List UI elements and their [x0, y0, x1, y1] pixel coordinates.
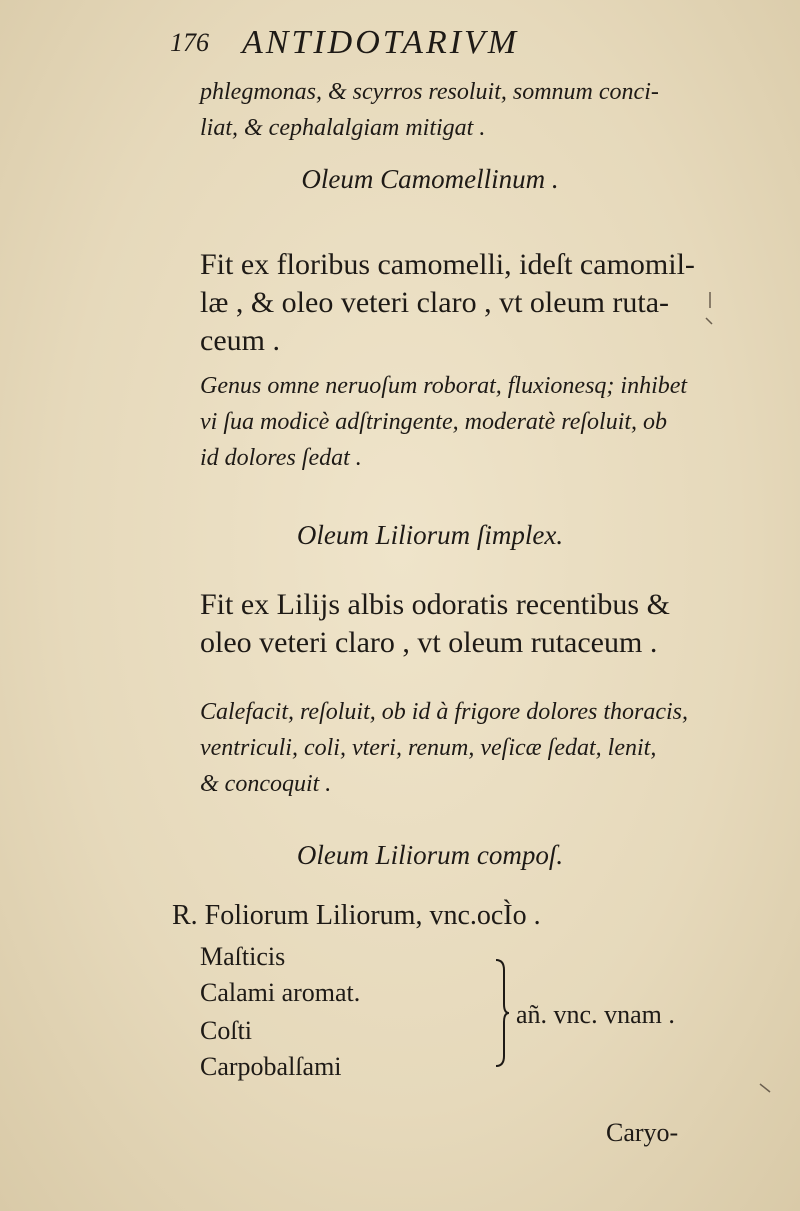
text-line: ceum . [200, 324, 280, 357]
curly-brace-icon [494, 958, 510, 1068]
ingredient-carpobalsami: Carpobalſami [200, 1052, 342, 1081]
text-line: oleo veteri claro , vt oleum rutaceum . [200, 626, 658, 659]
ingredient-calami: Calami aromat. [200, 978, 361, 1007]
text-line: vi ſua modicè adſtringente, moderatè reſoluit, ob [200, 409, 668, 435]
text-line: Genus omne neruoſum roborat, fluxionesq; inhibet [200, 373, 688, 399]
text-line: Calefacit, reſoluit, ob id à frigore dolores thoracis, [200, 699, 688, 725]
catchword: Caryo- [606, 1118, 679, 1147]
page-number: 176 [170, 28, 209, 57]
text-line: ventriculi, coli, vteri, renum, veſicæ ſedat, lenit, [200, 735, 657, 761]
text-line: liat, & cephalalgiam mitigat . [200, 115, 486, 141]
ingredient-costi: Coſti [200, 1016, 253, 1045]
ingredient-masticis: Maſticis [200, 942, 286, 971]
section-heading-liliorum-compositum: Oleum Liliorum compoſ. [296, 840, 564, 870]
running-title: ANTIDOTARIVM [242, 24, 520, 61]
print-mark-decoration [700, 290, 720, 330]
text-line: læ , & oleo veteri claro , vt oleum ruta- [200, 286, 670, 319]
paragraph-phlegmonas [200, 74, 740, 146]
section-heading-camomellinum: Oleum Camomellinum . [301, 164, 559, 194]
text-line: Fit ex floribus camomelli, ideſt camomil- [200, 248, 695, 281]
recipe-first-line: R. Foliorum Liliorum, vnc.ocÌo . [172, 900, 541, 931]
text-line: Fit ex Lilijs albis odoratis recentibus & [200, 588, 670, 621]
text-line: phlegmonas, & scyrros resoluit, somnum conci- [200, 79, 659, 105]
recipe-quantity: añ. vnc. vnam . [516, 1000, 675, 1029]
paragraph-camomelli [200, 246, 740, 360]
paragraph-lilijs [200, 586, 740, 662]
text-line: id dolores ſedat . [200, 445, 362, 471]
paragraph-genus-omne [200, 368, 740, 476]
text-line: & concoquit . [200, 771, 332, 797]
paragraph-calefacit [200, 694, 740, 802]
print-mark-decoration [756, 1080, 776, 1100]
section-heading-liliorum-simplex: Oleum Liliorum ſimplex. [296, 520, 564, 550]
